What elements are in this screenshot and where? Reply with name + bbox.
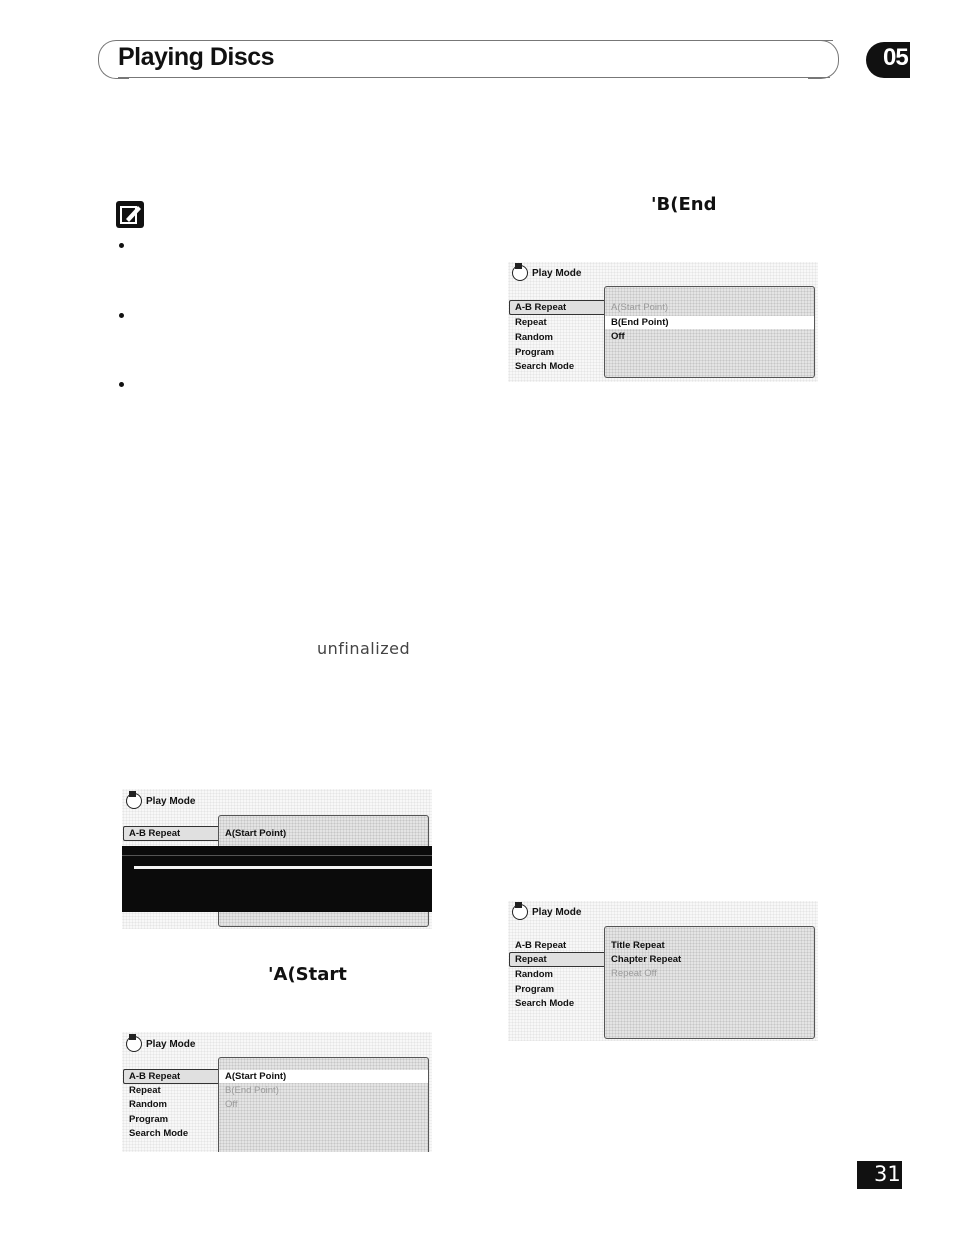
option-b-end-point[interactable]: B(End Point): [611, 317, 669, 328]
menu-item-random[interactable]: Random: [515, 332, 553, 343]
play-mode-icon: [126, 1036, 142, 1052]
note-bullet: [119, 382, 124, 387]
osd-header: [512, 903, 581, 921]
option-b-end-point[interactable]: B(End Point): [225, 1085, 279, 1096]
header-frame-right: [808, 40, 839, 79]
obscured-highlight-line: [134, 866, 432, 869]
osd-options-panel: [218, 1057, 429, 1152]
menu-item-ab-repeat[interactable]: A-B Repeat: [515, 940, 567, 951]
header-rule-bottom: [118, 77, 830, 78]
note-bullet: [119, 243, 124, 248]
play-mode-icon: [512, 265, 528, 281]
obscured-rule: [122, 855, 432, 856]
osd-title: Play Mode: [532, 906, 582, 918]
menu-item-program[interactable]: Program: [515, 984, 555, 995]
menu-item-program[interactable]: Program: [515, 347, 555, 358]
osd-title: Play Mode: [532, 267, 582, 279]
menu-item-ab-repeat[interactable]: A-B Repeat: [129, 1071, 181, 1082]
menu-item-repeat[interactable]: Repeat: [129, 1085, 161, 1096]
osd-title: Play Mode: [146, 795, 196, 807]
header-rule-top: [118, 40, 833, 41]
note-bullet: [119, 313, 124, 318]
option-title-repeat[interactable]: Title Repeat: [611, 940, 665, 951]
osd-header: [126, 1035, 195, 1053]
menu-item-search-mode[interactable]: Search Mode: [515, 361, 575, 372]
menu-item-repeat[interactable]: Repeat: [515, 317, 547, 328]
osd-header: [126, 792, 195, 810]
chapter-number: 05: [883, 44, 908, 71]
option-chapter-repeat[interactable]: Chapter Repeat: [611, 954, 682, 965]
play-mode-icon: [512, 904, 528, 920]
play-mode-icon: [126, 793, 142, 809]
menu-item-search-mode[interactable]: Search Mode: [129, 1128, 189, 1139]
option-off[interactable]: Off: [611, 331, 625, 342]
option-repeat-off[interactable]: Repeat Off: [611, 968, 657, 979]
option-off[interactable]: Off: [225, 1099, 238, 1110]
osd-options-panel: [604, 926, 815, 1039]
osd-options-panel: [604, 286, 815, 378]
menu-item-program[interactable]: Program: [129, 1114, 169, 1125]
page-number: 31: [874, 1162, 901, 1186]
osd-screen-ab-start: [122, 1032, 432, 1152]
osd-screen-ab-start-obscured: [122, 789, 432, 929]
option-a-start-point[interactable]: A(Start Point): [611, 302, 669, 313]
fragment-unfinalized: unfinalized: [317, 639, 411, 658]
menu-item-ab-repeat[interactable]: A-B Repeat: [515, 302, 567, 313]
fragment-b-end: 'B(End: [651, 194, 717, 215]
menu-item-random[interactable]: Random: [515, 969, 553, 980]
osd-screen-ab-end: [508, 262, 818, 382]
page-title: Playing Discs: [118, 43, 275, 71]
fragment-a-start: 'A(Start: [268, 964, 347, 985]
menu-item-repeat[interactable]: Repeat: [515, 954, 547, 965]
option-a-start-point[interactable]: A(Start Point): [225, 828, 287, 839]
menu-item-search-mode[interactable]: Search Mode: [515, 998, 575, 1009]
osd-title: Play Mode: [146, 1038, 196, 1050]
osd-screen-repeat: [508, 901, 818, 1041]
note-pencil-icon: [116, 201, 144, 228]
option-a-start-point[interactable]: A(Start Point): [225, 1071, 287, 1082]
osd-header: [512, 264, 581, 282]
menu-item-random[interactable]: Random: [129, 1099, 167, 1110]
menu-item-ab-repeat[interactable]: A-B Repeat: [129, 828, 181, 839]
